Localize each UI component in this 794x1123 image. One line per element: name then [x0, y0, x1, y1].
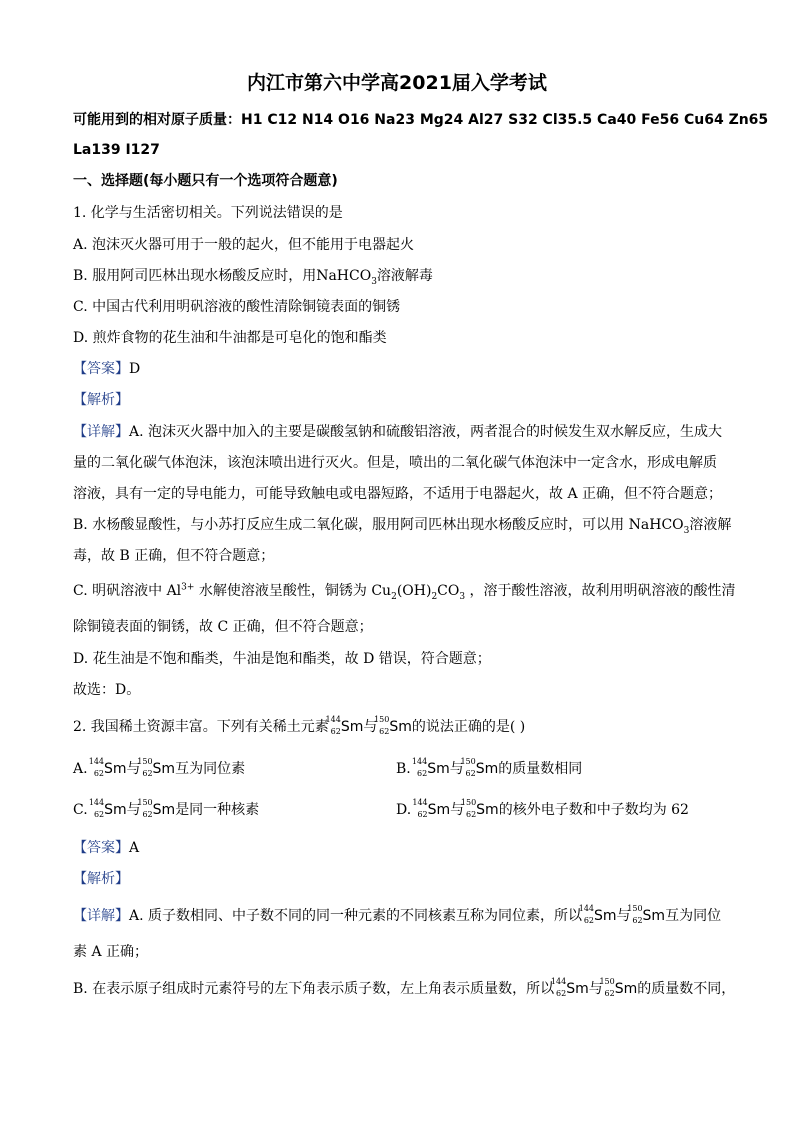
q1-explanation-line-8: D. 花生油是不饱和酯类，牛油是饱和酯类，故 D 错误，符合题意； [73, 651, 491, 667]
q2-options-row-1 [73, 759, 734, 779]
isotope-notation: 150 62 [374, 715, 390, 736]
q1-stem: 1. 化学与生活密切相关。下列说法错误的是 [73, 205, 343, 221]
q2-explanation-line-2: 素 A 正确； [73, 944, 149, 960]
q1-explanation-line-3: 溶液，具有一定的导电能力，可能导致触电或电器短路，不适用于电器起火，故 A 正确，但不符合题意； [73, 486, 723, 502]
q1-explanation-line-6: C. 明矾溶液中 $Al^{3+}$ 水解使溶液呈酸性，铜锈为 $Cu_2(OH)_2CO_3$ ，溶于酸性溶液，故利用明矾溶液的酸性清 [73, 582, 736, 602]
answer-tag: 【答案】 [73, 361, 129, 377]
q1-option-b: B. 服用阿司匹林出现水杨酸反应时，用NaHCO$_3$溶液解毒 [73, 268, 433, 287]
q2-answer [73, 838, 734, 858]
q2-analysis-tag: 【解析】 [73, 871, 129, 887]
q1-analysis-tag: 【解析】 [73, 392, 129, 408]
q2-explanation-line-3: B. 在表示原子组成时元素符号的左下角表示质子数，左上角表示质量数，所以 144 62 Sm与 150 62 Sm的质量数不同， [73, 977, 736, 998]
page-title: 内江市第六中学高2021届入学考试 [247, 72, 547, 94]
q1-explanation-line-5: 毒，故 B 正确，但不符合题意； [73, 548, 275, 564]
q1-explanation-line-2: 量的二氧化碳气体泡沫，该泡沫喷出进行灭火。但是，喷出的二氧化碳气体泡沫中一定含水，形成电解质 [73, 455, 717, 471]
q2-stem: 2. 我国稀土资源丰富。下列有关稀土元素 144 62 Sm与 150 62 Sm的说法正确的是( ) [73, 715, 526, 736]
q1-explanation-line-7: 除铜镜表面的铜锈，故 C 正确，但不符合题意； [73, 619, 373, 635]
q1-explanation-line-1: 【详解】A. 泡沫灭火器中加入的主要是碳酸氢钠和硫酸铝溶液，两者混合的时候发生双水解反应，生成大 [73, 424, 723, 440]
q2-explanation-line-1: 【详解】A. 质子数相同、中子数不同的同一种元素的不同核素互称为同位素，所以 144 62 Sm与 150 62 Sm互为同位 [73, 904, 722, 925]
q1-explanation-line-4: B. 水杨酸显酸性，与小苏打反应生成二氧化碳，服用阿司匹林出现水杨酸反应时，可以用 NaHCO$_3$溶液解 [73, 517, 732, 536]
isotope-notation: 144 62 [325, 715, 341, 736]
answer-value: A [129, 840, 140, 856]
q1-option-c: C. 中国古代利用明矾溶液的酸性清除铜镜表面的铜锈 [73, 299, 401, 315]
atomic-mass-values: H1 C12 N14 O16 Na23 Mg24 Al27 S32 Cl35.5 Ca40 Fe56 Cu64 Zn65 [241, 112, 769, 128]
section-heading: 一、选择题(每小题只有一个选项符合题意) [73, 173, 338, 189]
answer-value: D [129, 361, 141, 377]
q2-option-a: A. 144 62 Sm与 150 62 Sm互为同位素 [73, 757, 246, 778]
q1-option-d: D. 煎炸食物的花生油和牛油都是可皂化的饱和酯类 [73, 330, 387, 346]
q1-answer [73, 359, 734, 379]
atomic-mass-line-1 [73, 110, 769, 130]
atomic-mass-label: 可能用到的相对原子质量： [73, 112, 241, 128]
q2-option-c: C. 144 62 Sm与 150 62 Sm是同一种核素 [73, 798, 260, 819]
q2-option-d: D. 144 62 Sm与 150 62 Sm的核外电子数和中子数均为 62 [396, 798, 689, 819]
q2-options-row-2 [73, 800, 734, 820]
atomic-mass-line-2: La139 I127 [73, 142, 160, 158]
answer-tag: 【答案】 [73, 840, 129, 856]
q2-option-b: B. 144 62 Sm与 150 62 Sm的质量数相同 [396, 757, 583, 778]
q1-option-a: A. 泡沫灭火器可用于一般的起火，但不能用于电器起火 [73, 237, 415, 253]
q1-explanation-line-9: 故选：D。 [73, 682, 141, 698]
